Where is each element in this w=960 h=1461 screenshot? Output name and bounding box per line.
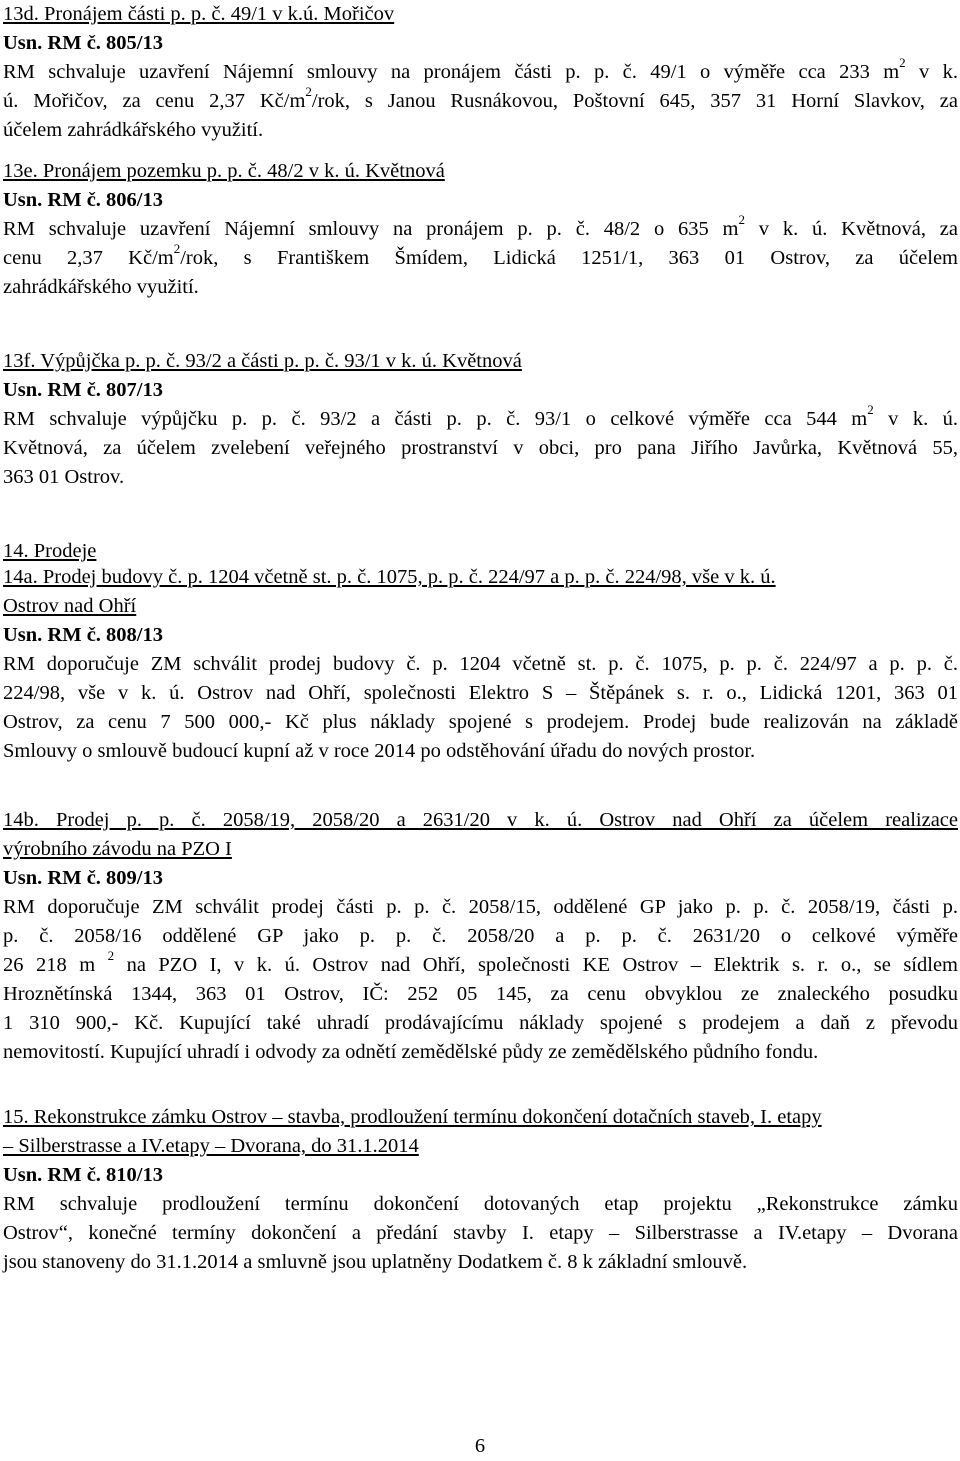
resolution-text: Květnová, za účelem zvelebení veřejného prostranství v obci, pro pana Jiřího Javůrka, Květnová 55, <box>3 437 958 459</box>
resolution-text: 1 310 900,- Kč. Kupující také uhradí prodávajícímu náklady spojené s prodejem a daň z převodu <box>3 1012 958 1034</box>
section-title: 13f. Výpůjčka p. p. č. 93/2 a části p. p. č. 93/1 v k. ú. Květnová <box>3 350 522 372</box>
resolution-number: Usn. RM č. 809/13 <box>3 867 164 889</box>
section-title: – Silberstrasse a IV.etapy – Dvorana, do 31.1.2014 <box>3 1135 419 1157</box>
resolution-text: RM schvaluje uzavření Nájemní smlouvy na pronájem části p. p. č. 49/1 o výměře cca 233 $m^2$ v k. <box>3 58 958 83</box>
resolution-text: Smlouvy o smlouvě budoucí kupní až v roce 2014 po odstěhování úřadu do nových prostor. <box>3 740 756 762</box>
resolution-text: RM schvaluje uzavření Nájemní smlouvy na pronájem p. p. č. 48/2 o 635 $m^2$ v k. ú. Květnová, za <box>3 215 958 240</box>
section-title: 14a. Prodej budovy č. p. 1204 včetně st. p. č. 1075, p. p. č. 224/97 a p. p. č. 224/98, vše v k. ú. <box>3 566 776 588</box>
section-heading: 14. Prodeje <box>3 540 97 562</box>
section-13f <box>3 347 958 492</box>
resolution-text: účelem zahrádkářského využití. <box>3 119 264 141</box>
resolution-number: Usn. RM č. 808/13 <box>3 624 164 646</box>
resolution-text: ú. Mořičov, za cenu 2,37 $Kč/m^2$/rok, s Janou Rusnákovou, Poštovní 645, 357 31 Horní Slavkov, za <box>3 87 958 112</box>
resolution-text: nemovitostí. Kupující uhradí i odvody za odnětí zemědělské půdy ze zemědělského půdního fondu. <box>3 1041 819 1063</box>
resolution-text: Ostrov“, konečné termíny dokončení a předání stavby I. etapy – Silberstrasse a IV.etapy – Dvorana <box>3 1222 958 1244</box>
resolution-text: zahrádkářského využití. <box>3 276 199 298</box>
resolution-text: RM doporučuje ZM schválit prodej budovy č. p. 1204 včetně st. p. č. 1075, p. p. č. 224/97 a p. p. č. <box>3 653 958 675</box>
resolution-text: 26 218 m $^2$ na PZO I, v k. ú. Ostrov nad Ohří, společnosti KE Ostrov – Elektrik s. r. o., se sídlem <box>3 951 958 976</box>
section-14 <box>3 537 958 566</box>
resolution-text: Ostrov, za cenu 7 500 000,- Kč plus náklady spojené s prodejem. Prodej bude realizován na základě <box>3 711 958 733</box>
section-14b <box>3 806 958 1067</box>
resolution-number: Usn. RM č. 810/13 <box>3 1164 164 1186</box>
resolution-text: p. č. 2058/16 oddělené GP jako p. p. č. 2058/20 a p. p. č. 2631/20 o celkové výměře <box>3 925 958 947</box>
section-title: výrobního závodu na PZO I <box>3 838 232 860</box>
resolution-text: cenu 2,37 $Kč/m^2$/rok, s Františkem Šmídem, Lidická 1251/1, 363 01 Ostrov, za účelem <box>3 244 958 269</box>
resolution-text: RM schvaluje výpůjčku p. p. č. 93/2 a části p. p. č. 93/1 o celkové výměře cca 544 $m^2$ v k. ú. <box>3 405 958 430</box>
section-15 <box>3 1103 958 1277</box>
section-14a <box>3 563 958 766</box>
resolution-number: Usn. RM č. 806/13 <box>3 189 164 211</box>
section-title: 13d. Pronájem části p. p. č. 49/1 v k.ú. Mořičov <box>3 3 395 25</box>
resolution-text: Hroznětínská 1344, 363 01 Ostrov, IČ: 252 05 145, za cenu obvyklou ze znaleckého posudku <box>3 983 958 1005</box>
section-13d <box>3 0 958 145</box>
section-13e <box>3 157 958 302</box>
resolution-number: Usn. RM č. 807/13 <box>3 379 164 401</box>
section-title: Ostrov nad Ohří <box>3 595 137 617</box>
resolution-text: 224/98, vše v k. ú. Ostrov nad Ohří, společnosti Elektro S – Štěpánek s. r. o., Lidická 1201, 363 01 <box>3 682 958 704</box>
section-title: 14b. Prodej p. p. č. 2058/19, 2058/20 a 2631/20 v k. ú. Ostrov nad Ohří za účelem realizace <box>3 809 958 831</box>
resolution-text: 363 01 Ostrov. <box>3 466 125 488</box>
resolution-text: RM doporučuje ZM schválit prodej části p. p. č. 2058/15, oddělené GP jako p. p. č. 2058/19, části p. <box>3 896 958 918</box>
section-title: 15. Rekonstrukce zámku Ostrov – stavba, prodloužení termínu dokončení dotačních staveb, I. etapy <box>3 1106 822 1128</box>
page-number: 6 <box>474 1435 486 1457</box>
section-title: 13e. Pronájem pozemku p. p. č. 48/2 v k. ú. Květnová <box>3 160 445 182</box>
resolution-number: Usn. RM č. 805/13 <box>3 32 164 54</box>
resolution-text: RM schvaluje prodloužení termínu dokončení dotovaných etap projektu „Rekonstrukce zámku <box>3 1193 958 1215</box>
resolution-text: jsou stanoveny do 31.1.2014 a smluvně jsou uplatněny Dodatkem č. 8 k základní smlouvě. <box>3 1251 748 1273</box>
